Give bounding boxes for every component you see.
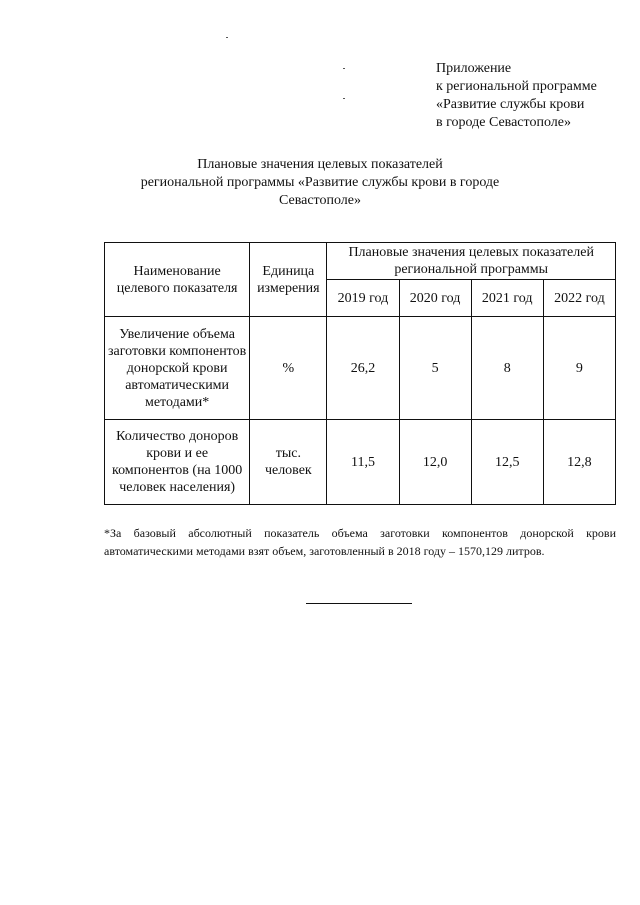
scan-speck <box>343 98 345 99</box>
row-value-cell: 11,5 <box>327 420 399 505</box>
row-value-cell: 12,0 <box>399 420 471 505</box>
scan-speck <box>343 68 345 69</box>
title-line: региональной программы «Развитие службы крови в городе <box>140 175 500 190</box>
row-value-cell: 5 <box>399 317 471 420</box>
document-title <box>120 156 520 210</box>
header-year: 2020 год <box>399 280 471 317</box>
header-unit: Единица измерения <box>250 243 327 317</box>
header-year: 2021 год <box>471 280 543 317</box>
appendix-line: в городе Севастополе» <box>436 115 571 130</box>
row-name-cell: Увеличение объема заготовки компонентов донорской крови автоматическими методами* <box>105 317 250 420</box>
row-value-cell: 12,5 <box>471 420 543 505</box>
row-value-cell: 26,2 <box>327 317 399 420</box>
table-row <box>105 420 616 505</box>
header-name: Наименование целевого показателя <box>105 243 250 317</box>
appendix-line: «Развитие службы крови <box>436 97 585 112</box>
indicators-table <box>104 242 616 505</box>
title-line: Плановые значения целевых показателей <box>197 157 443 172</box>
row-unit-cell: % <box>250 317 327 420</box>
row-value-cell: 12,8 <box>543 420 615 505</box>
row-unit-cell: тыс. человек <box>250 420 327 505</box>
title-line: Севастополе» <box>278 193 362 208</box>
table-header-row <box>105 243 616 280</box>
appendix-line: к региональной программе <box>436 79 597 94</box>
header-year: 2019 год <box>327 280 399 317</box>
row-name-cell: Количество доноров крови и ее компонентов (на 1000 человек населения) <box>105 420 250 505</box>
scan-speck <box>226 37 228 38</box>
appendix-note <box>436 60 597 132</box>
row-value-cell: 8 <box>471 317 543 420</box>
appendix-line: Приложение <box>436 61 512 76</box>
header-year: 2022 год <box>543 280 615 317</box>
row-value-cell: 9 <box>543 317 615 420</box>
footnote: *За базовый абсолютный показатель объема заготовки компонентов донорской крови автоматическими методами взят объем, заготовленный в 2018 году – 1570,129 литров. <box>104 526 616 558</box>
table-row <box>105 317 616 420</box>
separator-line <box>306 603 412 604</box>
header-planned: Плановые значения целевых показателей региональной программы <box>327 243 616 280</box>
